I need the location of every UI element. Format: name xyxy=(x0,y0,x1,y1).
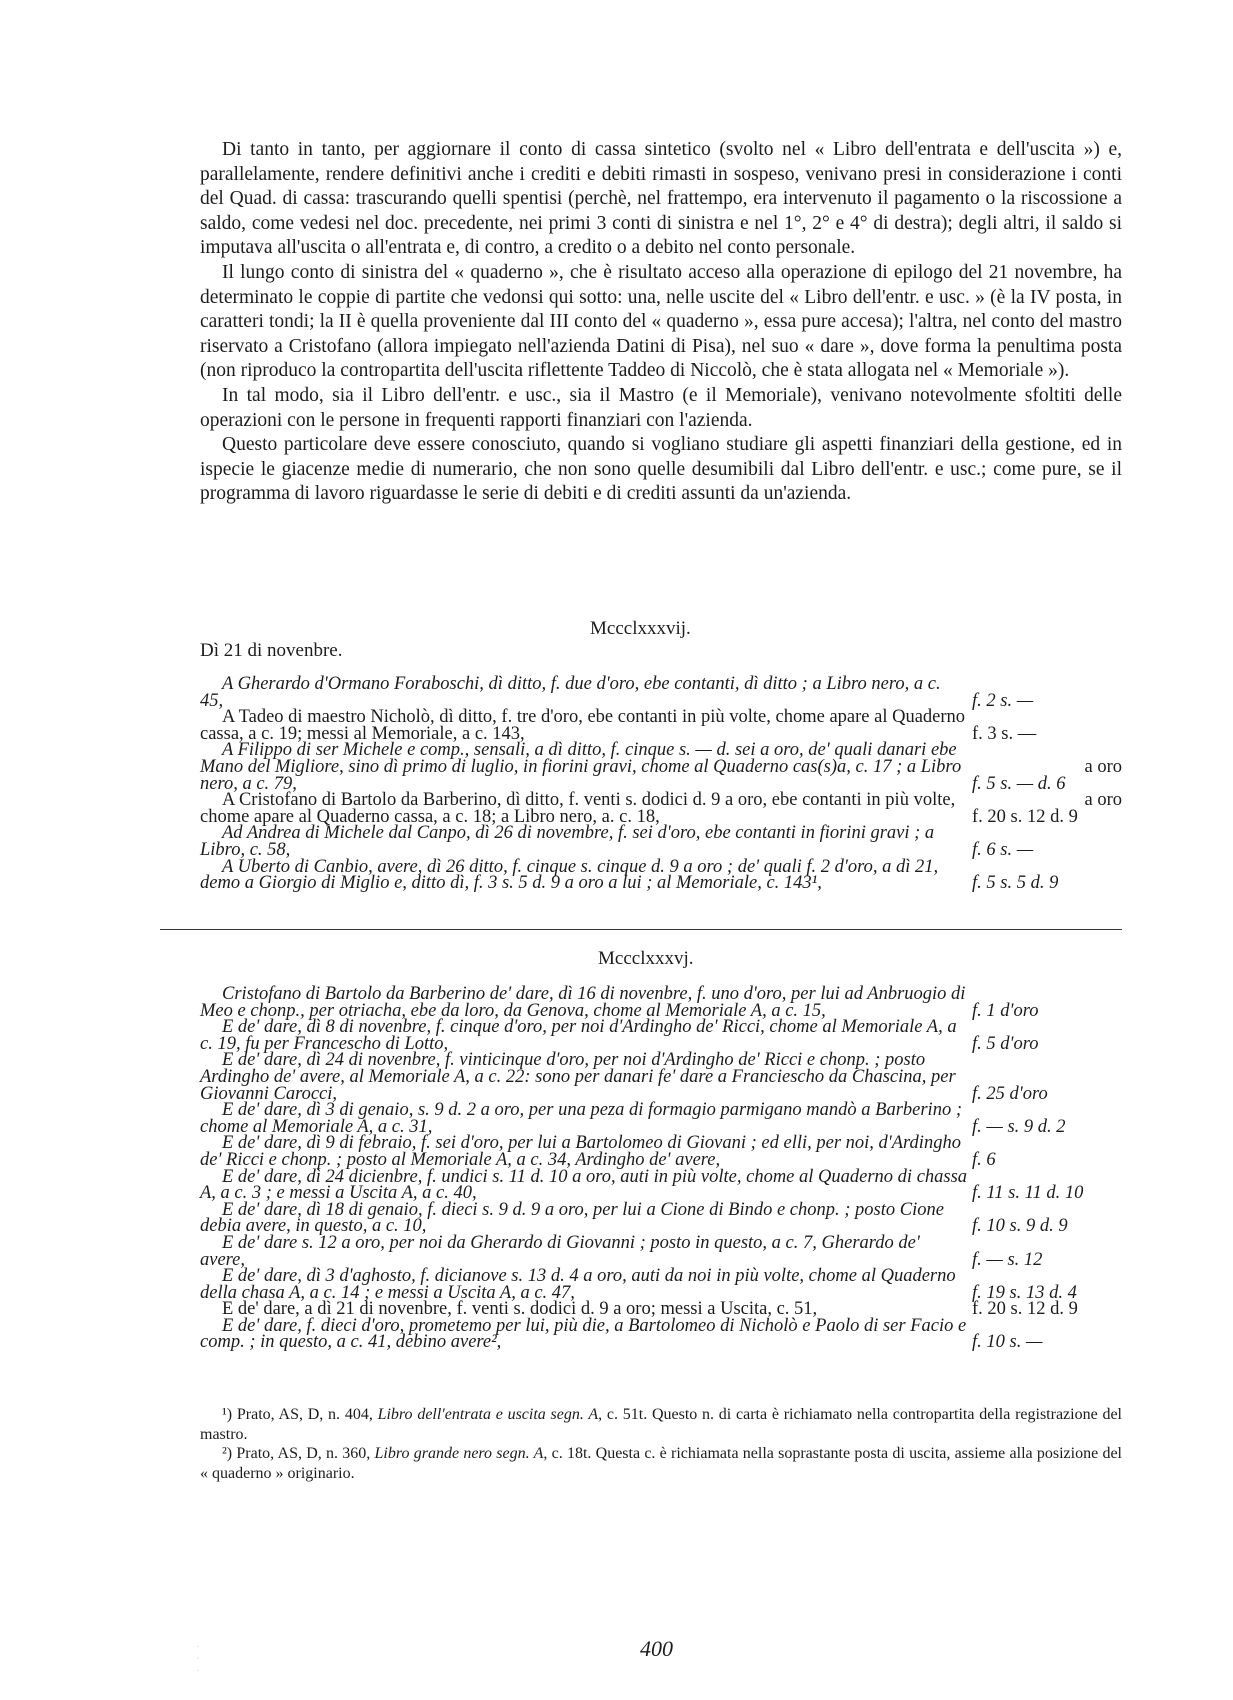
entry-dare-5 xyxy=(200,1135,1122,1168)
footnote-1-rest: , c. 51t. Questo n. di carta è richiamato nella contropartita della registrazione del mastro. xyxy=(200,1406,1123,1443)
entry-text: A Gherardo d'Ormano Foraboschi, dì ditto, f. due d'oro, ebe contanti, dì ditto ; a Libro nero, a c. 45, xyxy=(200,674,941,711)
entry-amount: f. 10 s. — xyxy=(972,1332,1043,1353)
entry-text: E de' dare, dì 18 di genaio, f. dieci s. 9 d. 9 a oro, per lui a Cione di Bindo e chonp. ; posto Cione debia avere, in questo, a c. 10, xyxy=(200,1199,944,1237)
entry-dare-2 xyxy=(200,1019,1122,1052)
paragraph-4: Questo particolare deve essere conosciuto, quando si vogliano studiare gli aspetti finanziari della gestione, ed in ispecie le giacenze medie di numerario, che non sono quelle desumibili dal Libro dell'entr. e usc.; come pure, se il programma di lavoro riguardasse le serie di debiti e di crediti assunti da un'azienda. xyxy=(200,434,1122,505)
paragraph-1: Di tanto in tanto, per aggiornare il conto di cassa sintetico (svolto nel « Libro dell'entrata e dell'uscita ») e, parallelamente, rendere definitivi anche i crediti e debiti rimasti in sospeso, venivano presi in considerazione i conti del Quad. di cassa: trascurando quelli spentisi (perchè, nel frattempo, era intervenuto il pagamento o la riscossione a saldo, come vedesi nel doc. precedente, nei primi 3 conti di sinistra e nel 1°, 2° e 4° di destra); degli altri, il saldo si imputava all'uscita o all'entrata e, di contro, a credito o a debito nel conto personale. xyxy=(200,139,1122,259)
entry-text: A Uberto di Canbio, avere, dì 26 ditto, f. cinque s. cinque d. 9 a oro ; de' quali f. 2 d'oro, a dì 21, demo a Giorgio di Miglio e, ditto dì, f. 3 s. 5 d. 9 a oro a lui ; al Memoriale, c. 143¹, xyxy=(200,856,939,894)
entry-amount: f. 6 xyxy=(972,1149,996,1170)
entry-text: E de' dare, a dì 21 di novenbre, f. venti s. dodici d. 9 a oro; messi a Uscita, c. 51, xyxy=(222,1299,818,1320)
entry-amount: f. 25 d'oro xyxy=(972,1083,1048,1104)
entry-amount: f. 5 s. — d. 6 xyxy=(972,773,1066,794)
entry-dare-6 xyxy=(200,1166,1122,1204)
page-number: 400 xyxy=(640,1636,673,1661)
entry-side-note: a oro xyxy=(1084,757,1122,778)
entry-filippo xyxy=(200,742,1122,792)
footnote-2-rest: , c. 18t. Questa c. è richiamata nella soprastante posta di uscita, assieme alla posizione del « quaderno » originario. xyxy=(200,1445,1122,1482)
entry-text: A Cristofano di Bartolo da Barberino, dì ditto, f. venti s. dodici d. 9 a oro, ebe contanti in più volte, chome apare al Quaderno cassa, a c. 18; a Libro nero, a. c. 18, xyxy=(200,790,956,827)
footnotes xyxy=(200,1405,1122,1483)
entry-amount: f. 19 s. 13 d. 4 xyxy=(972,1282,1077,1303)
section2-year: Mccclxxxvj. xyxy=(598,948,694,969)
entry-amount: f. 5 s. 5 d. 9 xyxy=(972,873,1059,894)
entry-side-note: a oro xyxy=(1084,790,1122,811)
footnote-2-ref: ²) Prato, AS, D, n. 360, xyxy=(222,1445,375,1462)
entry-dare-3 xyxy=(200,1052,1122,1102)
entry-text: E de' dare, dì 3 di genaio, s. 9 d. 2 a oro, per una peza di formagio parmigano mandò a Barberino ; chome al Memoriale A, a c. 31, xyxy=(200,1100,962,1137)
entry-amount: f. 5 d'oro xyxy=(972,1033,1039,1054)
entry-amount: f. — s. 12 xyxy=(972,1249,1043,1270)
entry-text: E de' dare, f. dieci d'oro, prometemo per lui, più die, a Bartolomeo di Nicholò e Paolo di ser Facio e comp. ; in questo, a c. 41, debino avere², xyxy=(200,1315,967,1353)
entry-amount: f. 6 s. — xyxy=(972,839,1034,860)
entry-amount: f. — s. 9 d. 2 xyxy=(972,1116,1066,1137)
entry-text: A Tadeo di maestro Nicholò, dì ditto, f. tre d'oro, ebe contanti in più volte, chome apare al Quaderno cassa, a c. 19; messi al Memoriale, a c. 143, xyxy=(200,707,966,744)
entry-text: E de' dare, dì 9 di febraio, f. sei d'oro, per lui a Bartolomeo di Giovani ; ed elli, per noi, d'Ardingho de' Ricci e chonp. ; posto al Memoriale A, a c. 34, Ardingho de' avere, xyxy=(200,1133,961,1170)
section1-entries xyxy=(200,676,1122,892)
entry-amount: f. 20 s. 12 d. 9 xyxy=(972,1299,1078,1320)
entry-dare-8 xyxy=(200,1232,1122,1270)
entry-text: E de' dare, dì 8 di novenbre, f. cinque d'oro, per noi d'Ardingho de' Ricci, chome al Memoriale A, a c. 19, fu per Francescho di Lotto, xyxy=(200,1017,957,1054)
paragraph-3: In tal modo, sia il Libro dell'entr. e usc., sia il Mastro (e il Memoriale), venivano notevolmente sfoltiti delle operazioni con le persone in frequenti rapporti finanziari con l'azienda. xyxy=(200,384,1122,431)
entry-amount: f. 20 s. 12 d. 9 xyxy=(972,806,1078,827)
entry-dare-7 xyxy=(200,1199,1122,1237)
intro-text xyxy=(200,138,1122,507)
section1-year: Mccclxxxvij. xyxy=(590,618,691,639)
margin-specks: · · · xyxy=(196,1642,200,1677)
entry-amount: f. 10 s. 9 d. 9 xyxy=(972,1216,1068,1237)
footnote-1-title: Libro dell'entrata e uscita segn. A xyxy=(377,1406,599,1423)
footnote-1 xyxy=(200,1405,1122,1444)
section2-entries xyxy=(200,986,1122,1351)
section1-date: Dì 21 di novenbre. xyxy=(200,640,343,661)
entry-amount: f. 3 s. — xyxy=(972,723,1037,744)
footnote-1-ref: ¹) Prato, AS, D, n. 404, xyxy=(222,1406,378,1423)
entry-uberto xyxy=(200,856,1122,894)
entry-dare-9 xyxy=(200,1268,1122,1301)
entry-cristofano xyxy=(200,792,1122,825)
footnote-2-title: Libro grande nero segn. A xyxy=(374,1445,544,1462)
entry-dare-1 xyxy=(200,986,1122,1019)
entry-andrea xyxy=(200,825,1122,858)
entry-gherardo xyxy=(200,676,1122,709)
entry-text: E de' dare, dì 24 di novenbre, f. vinticinque d'oro, per noi d'Ardingho de' Ricci e chonp. ; posto Ardingho de' avere, al Memoriale A, a c. 22: sono per danari fe' dare a Franciescho da Chascina, per Giovanni Carocci, xyxy=(200,1050,956,1104)
entry-text: A Filippo di ser Michele e comp., sensali, a dì ditto, f. cinque s. — d. sei a oro, de' quali danari ebe Mano del Migliore, sino dì primo di luglio, in fiorini gravi, chome al Quaderno cas(s)a, c. 17 ; a Libro nero, a c. 79, xyxy=(200,740,962,794)
entry-text: E de' dare, dì 3 d'aghosto, f. dicianove s. 13 d. 4 a oro, auti da noi in più volte, chome al Quaderno della chasa A, a c. 14 ; e messi a Uscita A, a c. 47, xyxy=(200,1266,956,1303)
footnote-2 xyxy=(200,1444,1122,1483)
entry-dare-4 xyxy=(200,1102,1122,1135)
entry-amount: f. 2 s. — xyxy=(972,690,1034,711)
entry-text: E de' dare s. 12 a oro, per noi da Gherardo di Giovanni ; posto in questo, a c. 7, Gherardo de' avere, xyxy=(200,1232,920,1270)
entry-amount: f. 11 s. 11 d. 10 xyxy=(972,1183,1084,1204)
entry-text: E de' dare, dì 24 dicienbre, f. undici s. 11 d. 10 a oro, auti in più volte, chome al Quaderno di chassa A, a c. 3 ; e messi a Uscita A, a c. 40, xyxy=(200,1166,968,1204)
entry-dare-11 xyxy=(200,1315,1122,1353)
entry-text: Ad Andrea di Michele dal Canpo, dì 26 di novembre, f. sei d'oro, ebe contanti in fiorini gravi ; a Libro, c. 58, xyxy=(200,823,935,860)
paragraph-2: Il lungo conto di sinistra del « quaderno », che è risultato acceso alla operazione di epilogo del 21 novembre, ha determinato le coppie di partite che vedonsi qui sotto: una, nelle uscite del « Libro dell'entr. e usc. » (è la IV posta, in caratteri tondi; la II è quella proveniente dal III conto del « quaderno », essa pure accesa); l'altra, nel conto del mastro riservato a Cristofano (allora impiegato nell'azienda Datini di Pisa), nel suo « dare », dove forma la penultima posta (non riproduco la contropartita dell'uscita riflettente Taddeo di Niccolò, che è stata allogata nel « Memoriale »). xyxy=(200,261,1122,382)
entry-tadeo xyxy=(200,709,1122,742)
entry-amount: f. 1 d'oro xyxy=(972,1000,1039,1021)
entry-text: Cristofano di Bartolo da Barberino de' dare, dì 16 di novenbre, f. uno d'oro, per lui ad Anbruogio di Meo e chonp., per otriacha, ebe da loro, da Genova, chome al Memoriale A, a c. 15, xyxy=(200,984,966,1021)
section-divider xyxy=(160,929,1122,930)
